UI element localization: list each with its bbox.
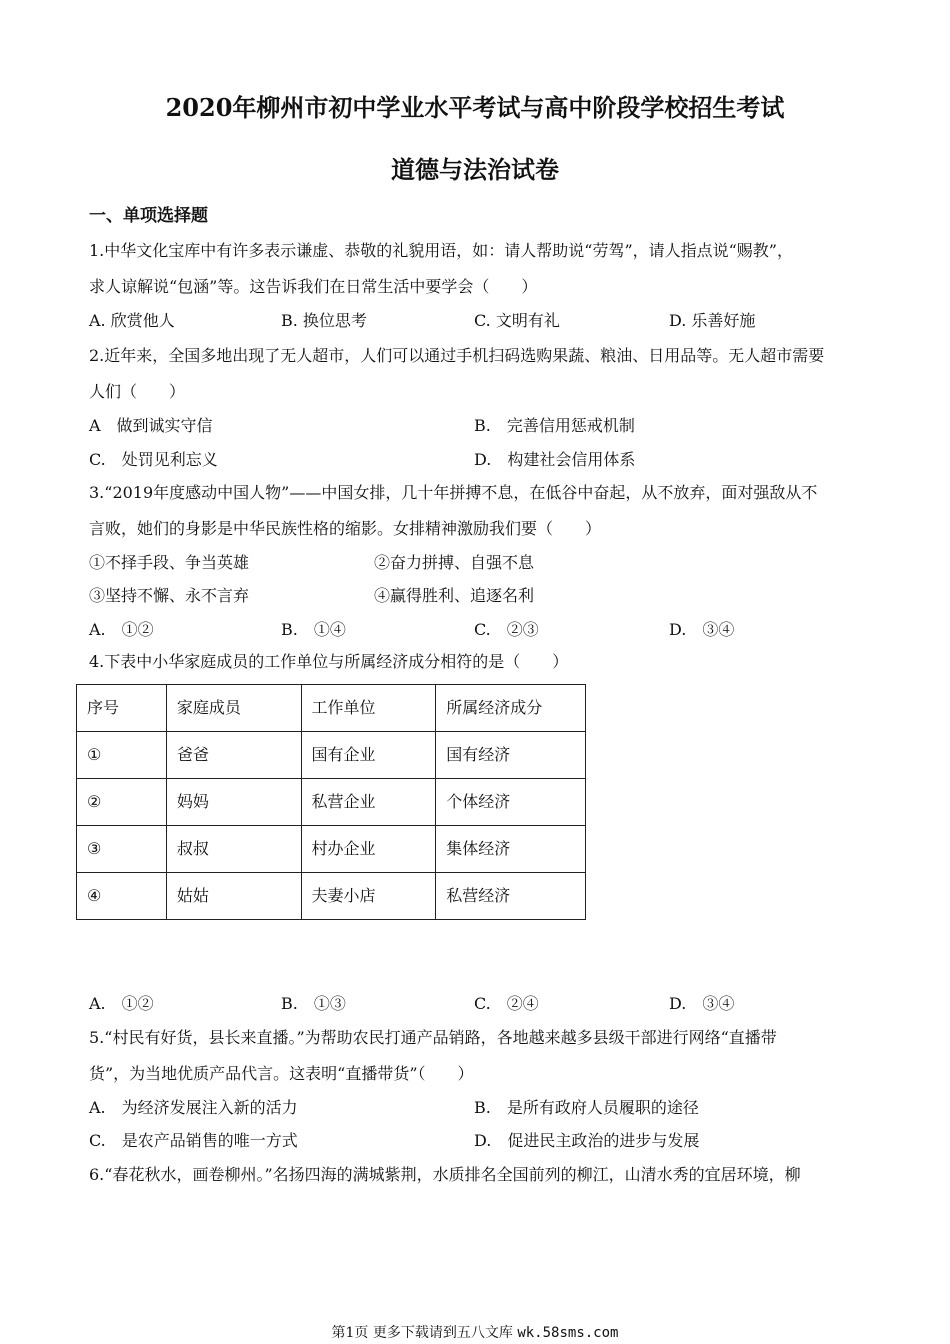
- q4-option-b: B. ①③: [281, 994, 346, 1013]
- question-1-text-cont: 求人谅解说“包涵”等。这告诉我们在日常生活中要学会（ ）: [89, 277, 538, 296]
- question-2-text: 2.近年来，全国多地出现了无人超市，人们可以通过手机扫码选购果蔬、粮油、日用品等。无人超市需要: [89, 346, 825, 365]
- question-2-text-cont: 人们（ ）: [89, 382, 186, 401]
- q2-option-d: D. 构建社会信用体系: [474, 450, 636, 469]
- page-footer: [0, 1322, 950, 1342]
- table-cell: 私营企业: [301, 779, 436, 826]
- table-cell: 村办企业: [301, 826, 436, 873]
- table-cell: 叔叔: [166, 826, 301, 873]
- q3-option-b: B. ①④: [281, 620, 346, 639]
- q3-statement-4: ④赢得胜利、追逐名利: [374, 586, 535, 605]
- footer-link[interactable]: wk.58sms.com: [517, 1325, 619, 1341]
- table-row: [77, 732, 586, 779]
- table-cell: 个体经济: [436, 779, 586, 826]
- table-row: [77, 873, 586, 920]
- table-row: [77, 826, 586, 873]
- question-3-text-cont: 言败，她们的身影是中华民族性格的缩影。女排精神激励我们要（ ）: [89, 519, 602, 538]
- footer-text: 第1页 更多下载请到五八文库: [331, 1325, 513, 1341]
- table-cell: 夫妻小店: [301, 873, 436, 920]
- q3-option-c: C. ②③: [474, 620, 539, 639]
- table-cell: 国有企业: [301, 732, 436, 779]
- table-cell: ③: [77, 826, 167, 873]
- q2-option-b: B. 完善信用惩戒机制: [474, 416, 635, 435]
- q3-option-d: D. ③④: [669, 620, 735, 639]
- table-header-cell: 工作单位: [301, 685, 436, 732]
- exam-subtitle: 道德与法治试卷: [391, 155, 559, 184]
- q5-option-c: C. 是农产品销售的唯一方式: [89, 1131, 298, 1150]
- section-heading: 一、单项选择题: [89, 206, 208, 226]
- table-cell: 姑姑: [166, 873, 301, 920]
- question-1-text: 1.中华文化宝库中有许多表示谦虚、恭敬的礼貌用语，如：请人帮助说“劳驾”，请人指点说“赐教”，: [89, 241, 793, 260]
- q2-option-c: C. 处罚见利忘义: [89, 450, 218, 469]
- table-cell: 妈妈: [166, 779, 301, 826]
- question-3-text: 3.“2019年度感动中国人物”——中国女排，几十年拼搏不息，在低谷中奋起，从不放弃，面对强敌从不: [89, 483, 818, 502]
- q1-option-b: B. 换位思考: [281, 311, 367, 330]
- q3-statement-2: ②奋力拼搏、自强不息: [374, 553, 535, 572]
- question-5-text-cont: 货”，为当地优质产品代言。这表明“直播带货”（ ）: [89, 1064, 474, 1083]
- table-cell: ④: [77, 873, 167, 920]
- table-cell: 国有经济: [436, 732, 586, 779]
- q1-option-c: C. 文明有礼: [474, 311, 560, 330]
- table-header-cell: 所属经济成分: [436, 685, 586, 732]
- table-cell: 私营经济: [436, 873, 586, 920]
- q3-statement-1: ①不择手段、争当英雄: [89, 553, 250, 572]
- q2-option-a: A 做到诚实守信: [89, 416, 213, 435]
- exam-title: 2020年柳州市初中学业水平考试与高中阶段学校招生考试: [165, 93, 785, 122]
- question-4-text: 4.下表中小华家庭成员的工作单位与所属经济成分相符的是（ ）: [89, 652, 569, 671]
- q3-statement-3: ③坚持不懈、永不言弃: [89, 586, 250, 605]
- q1-option-a: A. 欣赏他人: [89, 311, 175, 330]
- family-table: [76, 684, 586, 920]
- q5-option-d: D. 促进民主政治的进步与发展: [474, 1131, 700, 1150]
- table-header-row: [77, 685, 586, 732]
- q4-option-d: D. ③④: [669, 994, 735, 1013]
- question-5-text: 5.“村民有好货，县长来直播。”为帮助农民打通产品销路，各地越来越多县级干部进行网络“直播带: [89, 1028, 777, 1047]
- q5-option-b: B. 是所有政府人员履职的途径: [474, 1098, 699, 1117]
- q1-option-d: D. 乐善好施: [669, 311, 756, 330]
- q4-option-c: C. ②④: [474, 994, 539, 1013]
- q5-option-a: A. 为经济发展注入新的活力: [89, 1098, 298, 1117]
- table-header-cell: 家庭成员: [166, 685, 301, 732]
- q3-option-a: A. ①②: [89, 620, 154, 639]
- table-cell: 爸爸: [166, 732, 301, 779]
- q4-option-a: A. ①②: [89, 994, 154, 1013]
- table-header-cell: 序号: [77, 685, 167, 732]
- question-6-text: 6.“春花秋水，画卷柳州。”名扬四海的满城紫荆，水质排名全国前列的柳江，山清水秀的宜居环境，柳: [89, 1165, 801, 1184]
- table-row: [77, 779, 586, 826]
- table-cell: ②: [77, 779, 167, 826]
- table-cell: 集体经济: [436, 826, 586, 873]
- table-cell: ①: [77, 732, 167, 779]
